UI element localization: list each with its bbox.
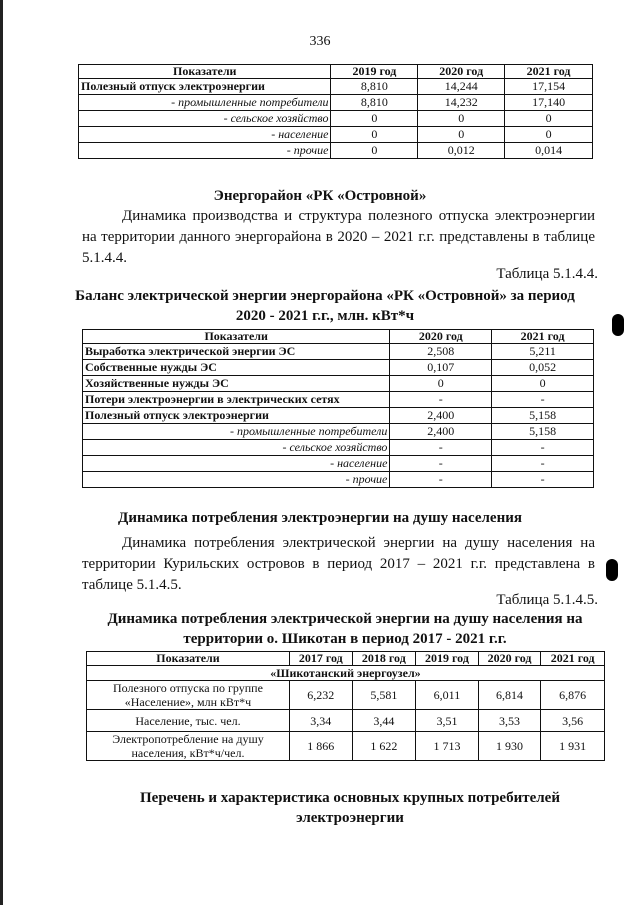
table-number: Таблица 5.1.4.5.: [496, 592, 598, 608]
table-cell: 1 931: [541, 732, 605, 761]
table-header-cell: 2020 год: [390, 330, 492, 344]
table-row: [83, 360, 594, 376]
table-cell: 6,876: [541, 681, 605, 710]
table-cell: 3,51: [416, 710, 479, 732]
table-row-label: Потери электроэнергии в электрических сетях: [83, 392, 390, 408]
scan-artifact-dot: [612, 314, 624, 336]
table-per-capita: [86, 651, 605, 761]
table-cell: 0: [331, 111, 418, 127]
table-cell: 0: [418, 127, 505, 143]
table-cell: 1 713: [416, 732, 479, 761]
table-cell: -: [492, 392, 594, 408]
table-title: Баланс электрической энергии энергорайона «РК «Островной» за период 2020 - 2021 г.г., млн. кВт*ч: [75, 288, 575, 324]
table-cell: 3,56: [541, 710, 605, 732]
scan-left-edge: [0, 0, 3, 905]
table-cell: -: [390, 440, 492, 456]
table-cell: -: [492, 472, 594, 488]
table-cell: 6,232: [289, 681, 352, 710]
table-row-label: Выработка электрической энергии ЭС: [83, 344, 390, 360]
table-cell: 0: [390, 376, 492, 392]
table-header-cell: 2020 год: [418, 65, 505, 79]
table-cell: 3,53: [478, 710, 541, 732]
table-row: [83, 472, 594, 488]
table-cell: 14,232: [418, 95, 505, 111]
table-useful-supply: [78, 64, 593, 159]
table-cell: 14,244: [418, 79, 505, 95]
table-row-label: Полезный отпуск электроэнергии: [83, 408, 390, 424]
table-cell: 6,011: [416, 681, 479, 710]
table-header-cell: Показатели: [87, 652, 290, 666]
table-cell: -: [390, 456, 492, 472]
table-cell: -: [390, 472, 492, 488]
table-cell: 5,158: [492, 408, 594, 424]
table-cell: 5,581: [352, 681, 416, 710]
paragraph-per-capita: Динамика потребления электрической энергии на душу населения на территории Курильских островов в период 2017 – 2021 г.г. представлена в таблице 5.1.4.5.: [82, 535, 595, 593]
section-heading-ostrovnoy: Энергорайон «РК «Островной»: [213, 188, 427, 204]
table-header-cell: Показатели: [83, 330, 390, 344]
table-cell: -: [492, 456, 594, 472]
table-cell: 17,140: [505, 95, 593, 111]
page-number: 336: [309, 34, 331, 49]
table-cell: 0: [331, 143, 418, 159]
table-cell: 5,211: [492, 344, 594, 360]
table-row-label: Полезного отпуска по группе «Население», млн кВт*ч: [87, 681, 290, 710]
table-cell: 8,810: [331, 79, 418, 95]
table-row: [83, 376, 594, 392]
table-cell: 0: [505, 127, 593, 143]
table-cell: 2,400: [390, 408, 492, 424]
table-header-row: [83, 330, 594, 344]
table-cell: 8,810: [331, 95, 418, 111]
table-energy-balance: [82, 329, 594, 488]
table-header-cell: 2018 год: [352, 652, 416, 666]
table-row: [79, 95, 593, 111]
table-row-label: - сельское хозяйство: [79, 111, 331, 127]
table-row-label: - сельское хозяйство: [83, 440, 390, 456]
table-cell: 6,814: [478, 681, 541, 710]
table-row: [79, 127, 593, 143]
table-row: [83, 456, 594, 472]
table-header-cell: 2019 год: [331, 65, 418, 79]
table-cell: -: [390, 392, 492, 408]
table-cell: 0: [505, 111, 593, 127]
table-row: [83, 424, 594, 440]
table-row-label: - население: [83, 456, 390, 472]
table-row: [87, 681, 605, 710]
table-row-label: Население, тыс. чел.: [87, 710, 290, 732]
table-row-label: - промышленные потребители: [79, 95, 331, 111]
table-header-cell: 2021 год: [505, 65, 593, 79]
table-row-label: Хозяйственные нужды ЭС: [83, 376, 390, 392]
table-row: [83, 440, 594, 456]
table-row-label: Собственные нужды ЭС: [83, 360, 390, 376]
table-row-label: Электропотребление на душу населения, кВт*ч/чел.: [87, 732, 290, 761]
section-heading-consumers: Перечень и характеристика основных крупных потребителей электроэнергии: [140, 790, 560, 826]
table-row: [79, 143, 593, 159]
table-group-cell: «Шикотанский энергоузел»: [87, 666, 605, 681]
table-row: [83, 392, 594, 408]
table-cell: 5,158: [492, 424, 594, 440]
table-cell: 0: [492, 376, 594, 392]
table-cell: 1 866: [289, 732, 352, 761]
table-row-label: Полезный отпуск электроэнергии: [79, 79, 331, 95]
section-heading-per-capita: Динамика потребления электроэнергии на душу населения: [118, 510, 522, 526]
table-row-label: - прочие: [79, 143, 331, 159]
table-cell: 1 622: [352, 732, 416, 761]
table-row: [79, 79, 593, 95]
paragraph-ostrovnoy: Динамика производства и структура полезного отпуска электроэнергии на территории данного энергорайона в 2020 – 2021 г.г. представлены в таблице 5.1.4.4.: [82, 208, 595, 266]
table-title: Динамика потребления электрической энергии на душу населения на территории о. Шикотан в период 2017 - 2021 г.г.: [107, 611, 583, 647]
table-row-label: - прочие: [83, 472, 390, 488]
table-group-row: [87, 666, 605, 681]
table-cell: 2,508: [390, 344, 492, 360]
table-header-row: [79, 65, 593, 79]
table-number: Таблица 5.1.4.4.: [496, 266, 598, 282]
table-cell: 0,107: [390, 360, 492, 376]
table-cell: 2,400: [390, 424, 492, 440]
table-row: [87, 732, 605, 761]
table-cell: 0,012: [418, 143, 505, 159]
table-header-cell: 2019 год: [416, 652, 479, 666]
table-cell: 0: [418, 111, 505, 127]
table-cell: 3,44: [352, 710, 416, 732]
table-cell: 0,014: [505, 143, 593, 159]
table-row-label: - население: [79, 127, 331, 143]
table-row-label: - промышленные потребители: [83, 424, 390, 440]
table-cell: -: [492, 440, 594, 456]
table-row: [79, 111, 593, 127]
table-header-cell: 2020 год: [478, 652, 541, 666]
table-cell: 17,154: [505, 79, 593, 95]
table-header-cell: 2021 год: [492, 330, 594, 344]
table-row: [87, 710, 605, 732]
table-row: [83, 344, 594, 360]
table-header-row: [87, 652, 605, 666]
table-cell: 0,052: [492, 360, 594, 376]
table-row: [83, 408, 594, 424]
table-cell: 1 930: [478, 732, 541, 761]
table-header-cell: 2017 год: [289, 652, 352, 666]
table-cell: 0: [331, 127, 418, 143]
scan-artifact-dot: [606, 559, 618, 581]
table-header-cell: Показатели: [79, 65, 331, 79]
table-cell: 3,34: [289, 710, 352, 732]
table-header-cell: 2021 год: [541, 652, 605, 666]
